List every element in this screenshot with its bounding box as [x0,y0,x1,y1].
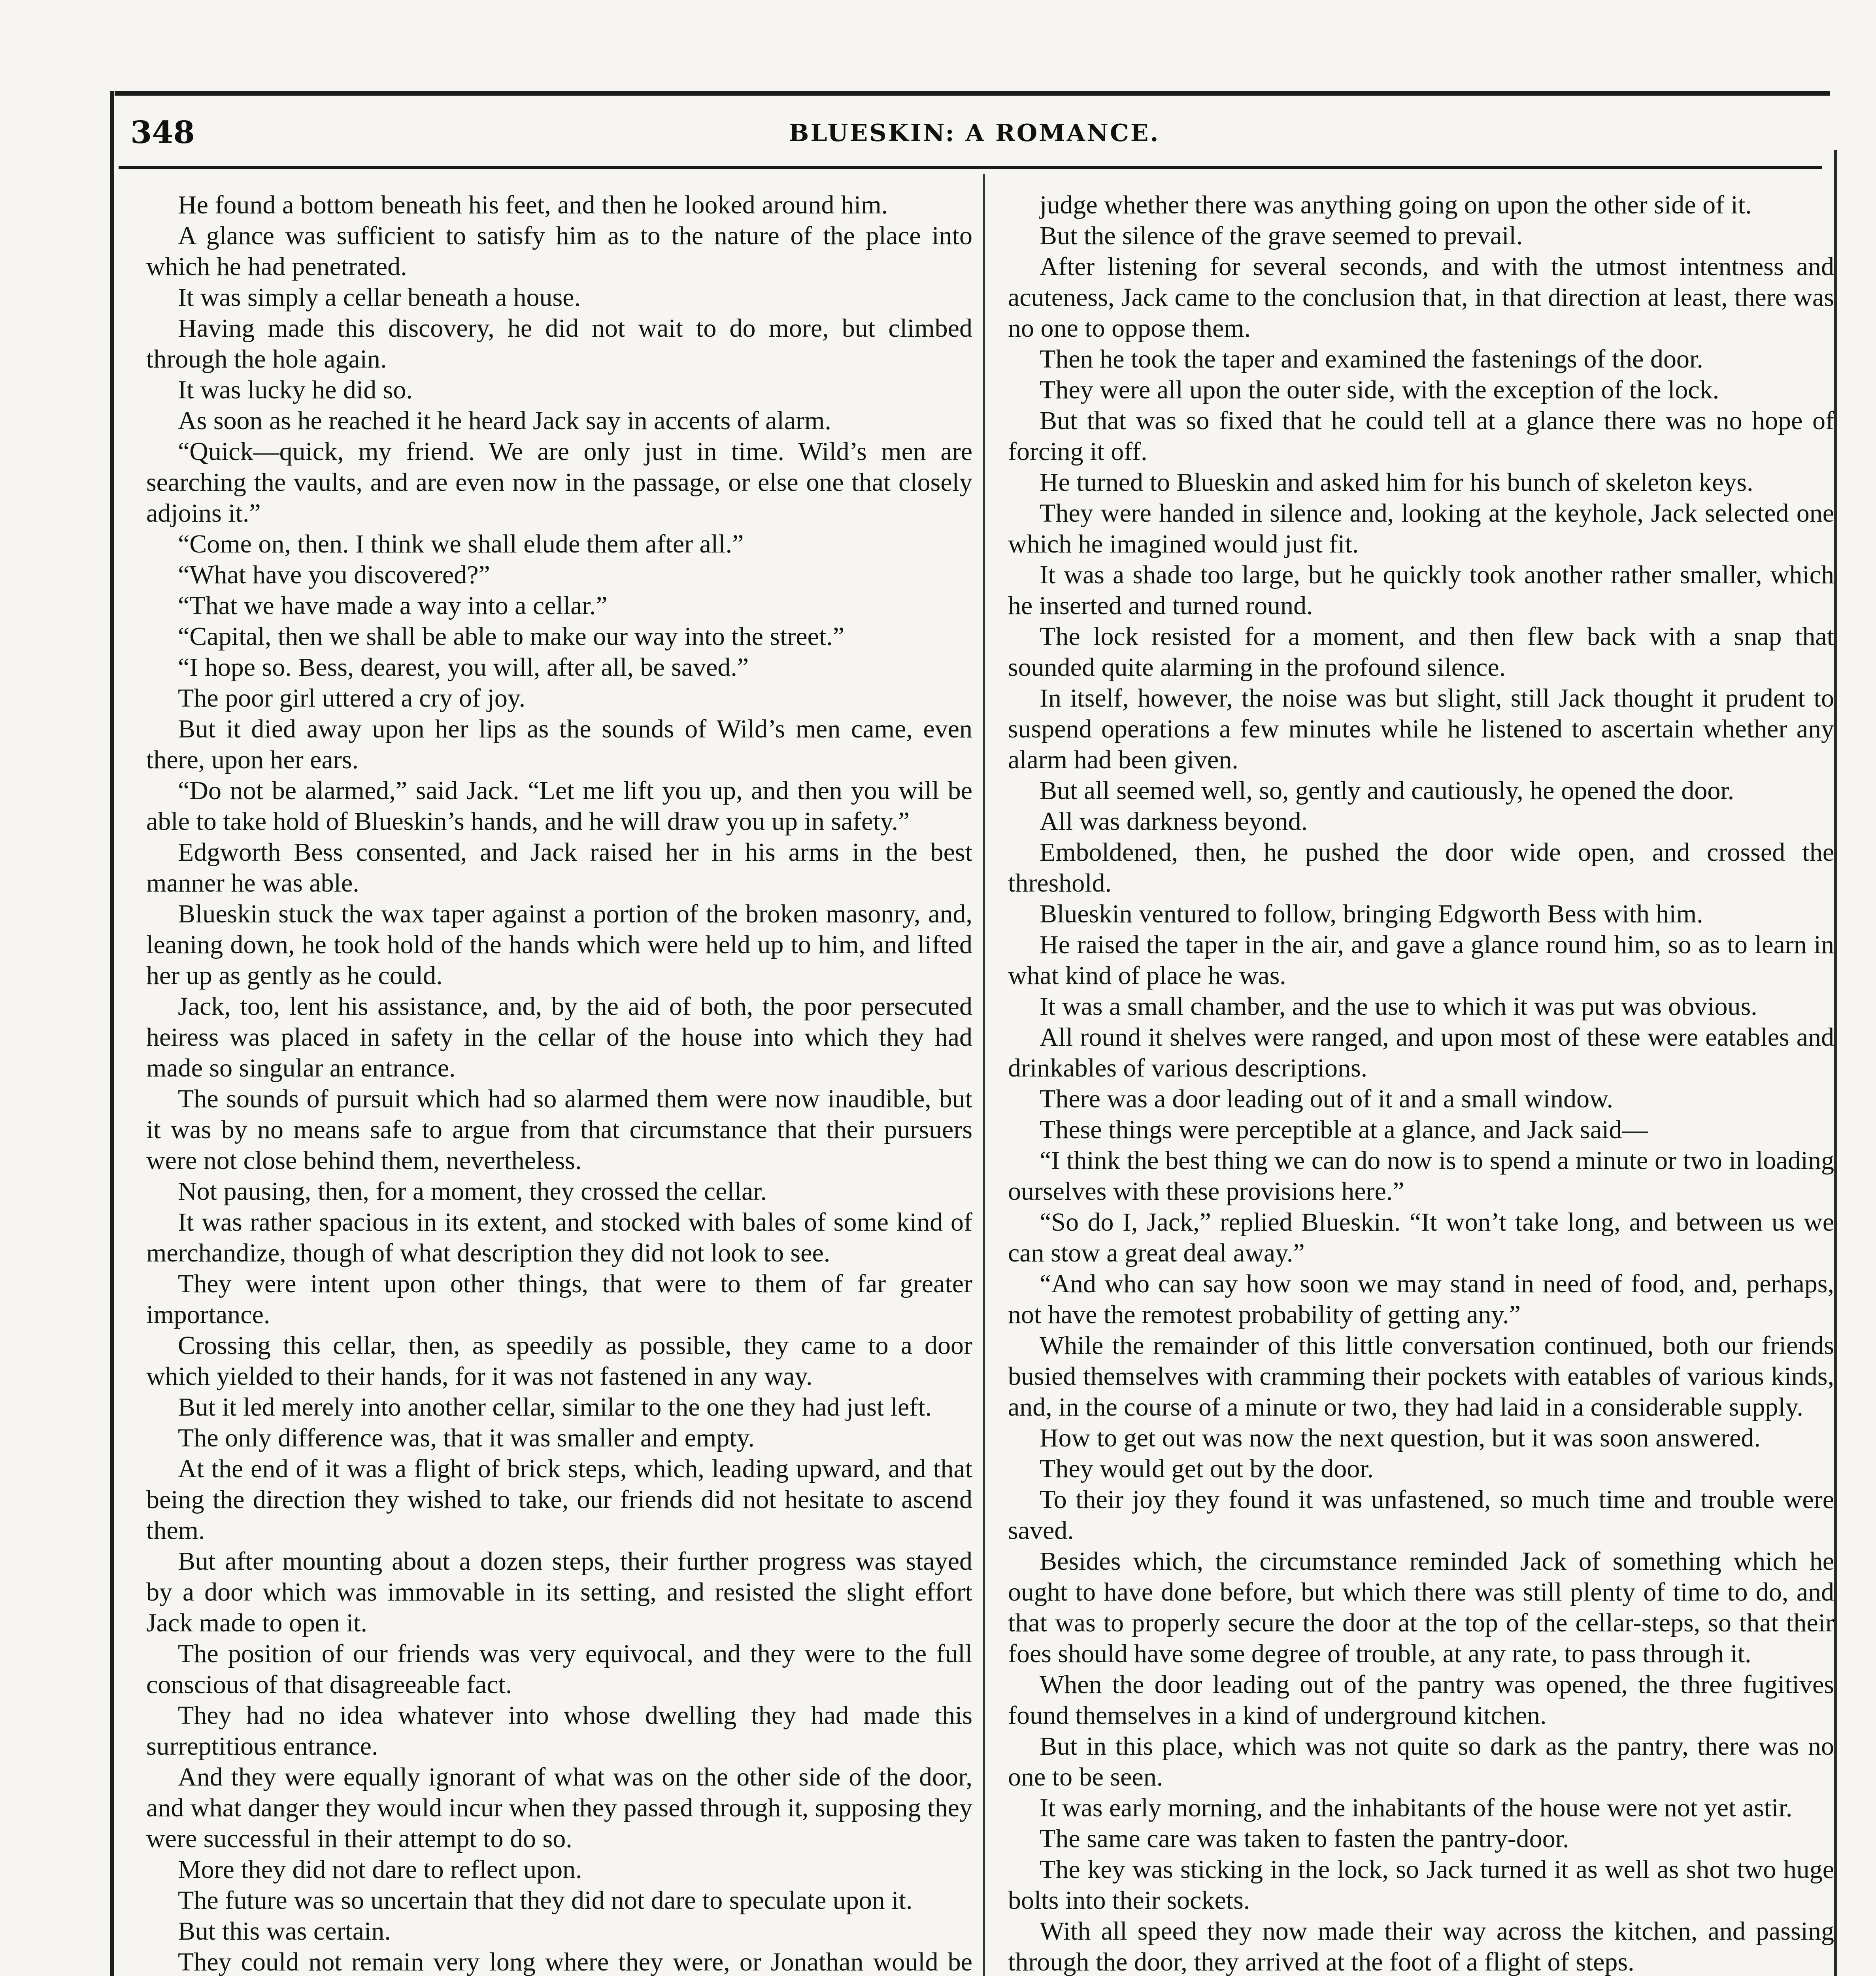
paragraph: Blueskin ventured to follow, bringing Edgworth Bess with him. [1040,899,1703,928]
paragraph: They were all upon the outer side, with the exception of the lock. [1040,375,1719,404]
paragraph: Not pausing, then, for a moment, they crossed the cellar. [178,1177,767,1206]
right-border-rule [1834,150,1837,1976]
paragraph: They would get out by the door. [1040,1454,1374,1483]
paragraph: It was early morning, and the inhabitants of the house were not yet astir. [1040,1793,1793,1822]
paragraph: “Do not be alarmed,” said Jack. “Let me lift you up, and then you will be able to take hold of Blueskin’s hands, and he will draw you up in safety.” [146,776,972,836]
paragraph: Besides which, the circumstance reminded Jack of something which he ought to have done before, but which there was still plenty of time to do, and that was to properly secure the door at the top of the cellar-steps, so that their foes should have some degree of trouble, at any rate, to pass through it. [1008,1547,1834,1668]
column-divider [983,174,985,1976]
right-text-column [1008,190,1834,1976]
paragraph: The key was sticking in the lock, so Jack turned it as well as shot two huge bolts into their sockets. [1008,1855,1834,1915]
left-text-column [146,190,972,1976]
paragraph: Having made this discovery, he did not wait to do more, but climbed through the hole again. [146,314,972,373]
paragraph: But that was so fixed that he could tell at a glance there was no hope of forcing it off. [1008,406,1834,466]
paragraph: As soon as he reached it he heard Jack say in accents of alarm. [178,406,831,435]
paragraph: But in this place, which was not quite so dark as the pantry, there was no one to be seen. [1008,1732,1834,1791]
paragraph: These things were perceptible at a glance, and Jack said— [1040,1115,1648,1144]
paragraph: The future was so uncertain that they did not dare to speculate upon it. [178,1886,913,1915]
paragraph: After listening for several seconds, and with the utmost intentness and acuteness, Jack came to the conclusion that, in that direction at least, there was no one to oppose them. [1008,252,1834,343]
paragraph: “I think the best thing we can do now is to spend a minute or two in loading ourselves with these provisions here.” [1008,1146,1834,1206]
paragraph: But it died away upon her lips as the sounds of Wild’s men came, even there, upon her ears. [146,715,972,774]
paragraph: “And who can say how soon we may stand in need of food, and, perhaps, not have the remotest probability of getting any.” [1008,1269,1834,1329]
paragraph: The lock resisted for a moment, and then flew back with a snap that sounded quite alarming in the profound silence. [1008,622,1834,682]
paragraph: “What have you discovered?” [178,560,490,589]
paragraph: At the end of it was a flight of brick steps, which, leading upward, and that being the direction they wished to take, our friends did not hesitate to ascend them. [146,1454,972,1545]
paragraph: But the silence of the grave seemed to prevail. [1040,221,1523,250]
paragraph: He turned to Blueskin and asked him for his bunch of skeleton keys. [1040,468,1753,497]
paragraph: They were intent upon other things, that were to them of far greater importance. [146,1269,972,1329]
paragraph: But this was certain. [178,1917,391,1946]
paragraph: There was a door leading out of it and a small window. [1040,1084,1614,1113]
paragraph: Then he took the taper and examined the fastenings of the door. [1040,345,1703,373]
paragraph: It was lucky he did so. [178,375,413,404]
paragraph: The only difference was, that it was smaller and empty. [178,1424,755,1452]
paragraph: “So do I, Jack,” replied Blueskin. “It won’t take long, and between us we can stow a great deal away.” [1008,1208,1834,1267]
top-border-rule [115,91,1830,96]
paragraph: More they did not dare to reflect upon. [178,1855,582,1884]
running-title: BLUESKIN: A ROMANCE. [789,119,1160,147]
paragraph: Crossing this cellar, then, as speedily as possible, they came to a door which yielded to their hands, for it was not fastened in any way. [146,1331,972,1391]
paragraph: All was darkness beyond. [1040,807,1308,836]
paragraph: But after mounting about a dozen steps, their further progress was stayed by a door which was immovable in its setting, and resisted the slight effort Jack made to open it. [146,1547,972,1637]
paragraph: He found a bottom beneath his feet, and then he looked around him. [178,190,888,219]
paragraph: “Quick—quick, my friend. We are only just in time. Wild’s men are searching the vaults, and are even now in the passage, or else one that closely adjoins it.” [146,437,972,528]
paragraph: To their joy they found it was unfastened, so much time and trouble were saved. [1008,1485,1834,1545]
paragraph: It was a small chamber, and the use to which it was put was obvious. [1040,992,1757,1021]
paragraph: Emboldened, then, he pushed the door wide open, and crossed the threshold. [1008,838,1834,897]
paragraph: But all seemed well, so, gently and cautiously, he opened the door. [1040,776,1734,805]
paragraph: All round it shelves were ranged, and upon most of these were eatables and drinkables of various descriptions. [1008,1023,1834,1082]
paragraph: He raised the taper in the air, and gave a glance round him, so as to learn in what kind of place he was. [1008,930,1834,990]
paragraph: The sounds of pursuit which had so alarmed them were now inaudible, but it was by no means safe to argue from that circumstance that their pursuers were not close behind them, nevertheless. [146,1084,972,1175]
page-header [130,111,1818,170]
paragraph: While the remainder of this little conversation continued, both our friends busied themselves with cramming their pockets with eatables of various kinds, and, in the course of a minute or two, they had laid in a considerable supply. [1008,1331,1834,1422]
paragraph: The same care was taken to fasten the pantry-door. [1040,1824,1569,1853]
paragraph: In itself, however, the noise was but slight, still Jack thought it prudent to suspend operations a few minutes while he listened to ascertain whether any alarm had been given. [1008,684,1834,774]
paragraph: “That we have made a way into a cellar.” [178,591,608,620]
paragraph: With all speed they now made their way across the kitchen, and passing through the door, they arrived at the foot of a flight of steps. [1008,1917,1834,1976]
paragraph: A glance was sufficient to satisfy him as to the nature of the place into which he had penetrated. [146,221,972,281]
paragraph: The position of our friends was very equivocal, and they were to the full conscious of that disagreeable fact. [146,1639,972,1699]
paragraph: Blueskin stuck the wax taper against a portion of the broken masonry, and, leaning down, he took hold of the hands which were held up to him, and lifted her up as gently as he could. [146,899,972,990]
paragraph: Jack, too, lent his assistance, and, by the aid of both, the poor persecuted heiress was placed in safety in the cellar of the house into which they had made so singular an entrance. [146,992,972,1082]
page-number: 348 [130,115,195,151]
paragraph: And they were equally ignorant of what was on the other side of the door, and what danger they would incur when they passed through it, supposing they were successful in their attempt to do so. [146,1763,972,1853]
paragraph: When the door leading out of the pantry was opened, the three fugitives found themselves in a kind of underground kitchen. [1008,1670,1834,1730]
paragraph: They had no idea whatever into whose dwelling they had made this surreptitious entrance. [146,1701,972,1761]
paragraph: The poor girl uttered a cry of joy. [178,684,526,713]
paragraph: It was rather spacious in its extent, and stocked with bales of some kind of merchandize, though of what description they did not look to see. [146,1208,972,1267]
paragraph: They were handed in silence and, looking at the keyhole, Jack selected one which he imagined would just fit. [1008,499,1834,558]
left-border-rule [110,91,114,1976]
paragraph: “I hope so. Bess, dearest, you will, after all, be saved.” [178,653,749,682]
paragraph: Edgworth Bess consented, and Jack raised her in his arms in the best manner he was able. [146,838,972,897]
paragraph: How to get out was now the next question, but it was soon answered. [1040,1424,1761,1452]
paragraph: But it led merely into another cellar, similar to the one they had just left. [178,1393,932,1422]
paragraph: “Come on, then. I think we shall elude them after all.” [178,530,744,558]
paragraph: It was simply a cellar beneath a house. [178,283,581,312]
paragraph: It was a shade too large, but he quickly took another rather smaller, which he inserted and turned round. [1008,560,1834,620]
paragraph: “Capital, then we shall be able to make our way into the street.” [178,622,845,651]
paragraph: They could not remain very long where they were, or Jonathan would be [178,1948,972,1976]
header-rule [119,166,1822,169]
paragraph: judge whether there was anything going on upon the other side of it. [1040,190,1752,219]
